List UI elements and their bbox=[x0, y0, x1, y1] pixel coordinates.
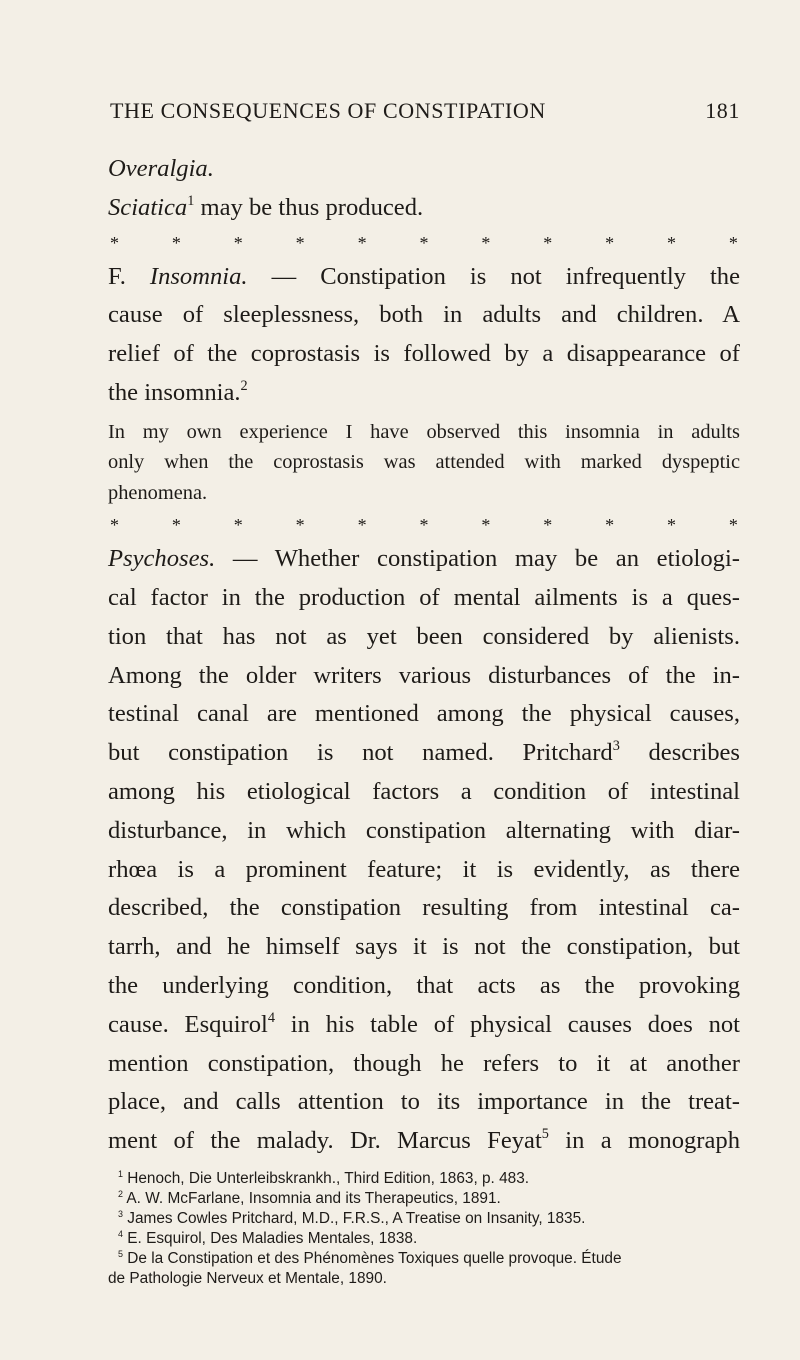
psychoses-line-10: described, the constipation resulting from intestinal ca- bbox=[108, 894, 740, 922]
star-glyph: * bbox=[667, 515, 677, 536]
insomnia-line-2: cause of sleeplessness, both in adults and children. A bbox=[108, 301, 740, 329]
insomnia-line-4: the insomnia.$^2$ bbox=[108, 378, 248, 406]
psychoses-line-6: but constipation is not named. Pritchard$^3$ describes bbox=[108, 738, 741, 767]
body-text bbox=[108, 150, 740, 1289]
star-glyph: * bbox=[605, 232, 615, 253]
insomnia-term: Insomnia. bbox=[149, 262, 248, 290]
psychoses-line-14: mention constipation, though he refers to it at another bbox=[108, 1049, 740, 1077]
star-glyph: * bbox=[543, 515, 553, 536]
footnote-5-continuation: de Pathologie Nerveux et Mentale, 1890. bbox=[108, 1270, 387, 1288]
footnote-ref-5: 5 bbox=[541, 1126, 549, 1143]
psychoses-line-1: Psychoses. — Whether constipation may be an etiologi- bbox=[108, 545, 740, 573]
psychoses-term: Psychoses. bbox=[108, 545, 216, 573]
footnote-ref-2: 2 bbox=[240, 378, 248, 394]
psychoses-line-2: cal factor in the production of mental ailments is a ques- bbox=[108, 584, 740, 612]
section-break-stars bbox=[108, 228, 740, 258]
footnote-1: $^1$ Henoch, Die Unterleibskrankh., Third Edition, 1863, p. 483. bbox=[118, 1168, 530, 1188]
star-glyph: * bbox=[419, 232, 429, 253]
star-glyph: * bbox=[171, 232, 181, 253]
star-glyph: * bbox=[481, 232, 491, 253]
star-glyph: * bbox=[481, 515, 491, 536]
experience-line-3: phenomena. bbox=[108, 481, 208, 504]
star-glyph: * bbox=[295, 515, 305, 536]
star-glyph: * bbox=[728, 515, 738, 536]
star-glyph: * bbox=[543, 232, 553, 253]
running-head-title: THE CONSEQUENCES OF CONSTIPATION bbox=[110, 98, 546, 123]
footnote-ref-3: 3 bbox=[612, 738, 620, 755]
footnote-3: $^3$ James Cowles Pritchard, M.D., F.R.S., A Treatise on Insanity, 1835. bbox=[118, 1208, 586, 1228]
psychoses-line-15: place, and calls attention to its importance in the treat- bbox=[108, 1088, 740, 1116]
psychoses-line-3: tion that has not as yet been considered by alienists. bbox=[108, 622, 740, 650]
footnote-5: $^5$ De la Constipation et des Phénomènes Toxiques quelle provoque. Étude bbox=[118, 1248, 622, 1268]
section-break-stars bbox=[108, 510, 740, 540]
star-glyph: * bbox=[171, 515, 181, 536]
footnote-2: $^2$ A. W. McFarlane, Insomnia and its Therapeutics, 1891. bbox=[118, 1188, 501, 1208]
insomnia-line-3: relief of the coprostasis is followed by a disappearance of bbox=[108, 340, 740, 368]
star-glyph: * bbox=[110, 515, 119, 536]
star-glyph: * bbox=[110, 232, 119, 253]
psychoses-line-9: rhœa is a prominent feature; it is evidently, as there bbox=[108, 855, 740, 883]
footnotes bbox=[108, 1169, 740, 1289]
psychoses-line-7: among his etiological factors a condition of intestinal bbox=[108, 778, 740, 806]
star-glyph: * bbox=[667, 232, 677, 253]
psychoses-line-4: Among the older writers various disturbances of the in- bbox=[108, 661, 740, 689]
footnote-4: $^4$ E. Esquirol, Des Maladies Mentales, 1838. bbox=[118, 1228, 418, 1248]
experience-line-1: In my own experience I have observed this insomnia in adults bbox=[108, 420, 740, 443]
star-glyph: * bbox=[419, 515, 429, 536]
psychoses-line-8: disturbance, in which constipation alternating with diar- bbox=[108, 816, 740, 844]
star-glyph: * bbox=[728, 232, 738, 253]
insomnia-line-1: F. Insomnia. — Constipation is not infrequently the bbox=[108, 262, 740, 290]
psychoses-line-16: ment of the malady. Dr. Marcus Feyat$^5$ in a monograph bbox=[108, 1126, 740, 1155]
star-glyph: * bbox=[233, 232, 243, 253]
psychoses-line-13: cause. Esquirol$^4$ in his table of physical causes does not bbox=[108, 1009, 740, 1038]
star-glyph: * bbox=[605, 515, 615, 536]
star-glyph: * bbox=[295, 232, 305, 253]
star-glyph: * bbox=[357, 515, 367, 536]
psychoses-line-5: testinal canal are mentioned among the physical causes, bbox=[108, 700, 740, 728]
page-number: 181 bbox=[705, 98, 740, 123]
heading-overalgia: Overalgia. bbox=[108, 155, 214, 182]
star-glyph: * bbox=[233, 515, 243, 536]
star-glyph: * bbox=[357, 232, 367, 253]
sciatica-line: Sciatica$^1$ may be thus produced. bbox=[108, 192, 424, 221]
sciatica-term: Sciatica bbox=[108, 193, 188, 221]
footnote-ref-1: 1 bbox=[187, 192, 195, 209]
footnote-ref-4: 4 bbox=[267, 1009, 276, 1026]
experience-line-2: only when the coprostasis was attended with marked dyspeptic bbox=[108, 451, 740, 474]
psychoses-line-12: the underlying condition, that acts as the provoking bbox=[108, 972, 740, 1000]
psychoses-line-11: tarrh, and he himself says it is not the constipation, but bbox=[108, 933, 740, 961]
